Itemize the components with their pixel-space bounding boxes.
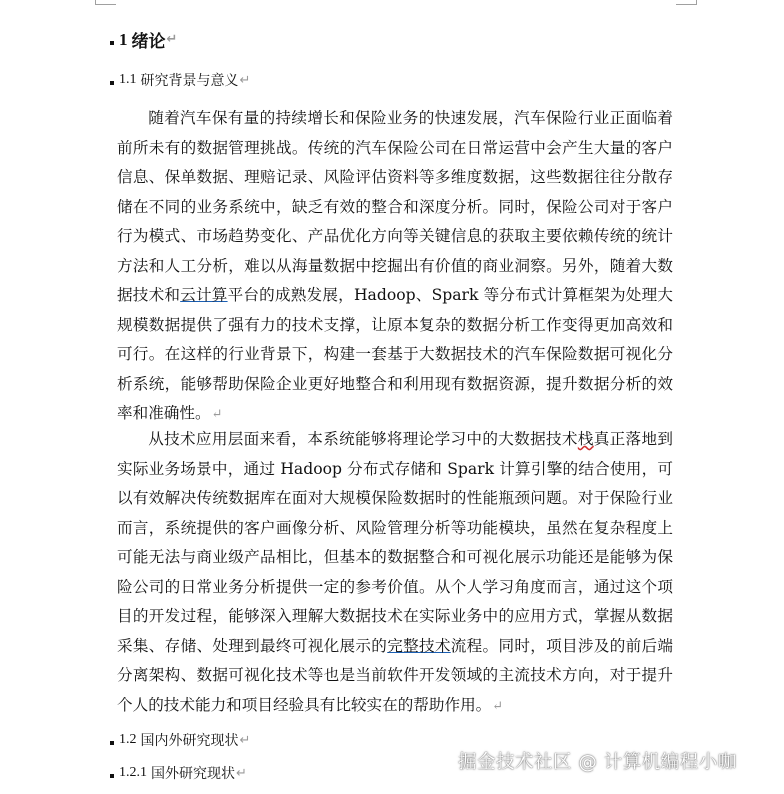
body-paragraph-background[interactable] [117, 104, 673, 430]
paragraph-mark-icon: ↵ [492, 698, 504, 714]
paragraph-mark-icon: ↵ [239, 72, 251, 88]
heading-number: 1.2.1 [119, 765, 147, 780]
heading-bullet-icon [110, 774, 114, 778]
heading-1-2-1-foreign-status[interactable] [110, 763, 247, 783]
paragraph-mark-icon: ↵ [211, 407, 223, 422]
heading-title: 研究背景与意义 [140, 73, 239, 89]
paragraph-mark-icon: ↵ [166, 32, 178, 47]
heading-number: 1.1 [119, 72, 137, 87]
heading-1-1-background[interactable] [110, 70, 250, 90]
heading-bullet-icon [110, 741, 114, 745]
paragraph-text: 平台的成熟发展，Hadoop、Spark 等分布式计算框架为处理大规模数据提供了强有力的技术支撑，让原本复杂的数据分析工作变得更加高效和可行。在这样的行业背景下，构建一套基于大数据技术的汽车保险数据可视化分析系统，能够帮助保险企业更好地整合和利用现有数据资源，提升数据分析的效率和准确性。 [117, 286, 673, 422]
underlined-term-cloud-computing: 云计算 [180, 286, 228, 304]
spellcheck-flagged-word: 栈 [577, 430, 594, 448]
paragraph-text: 随着汽车保有量的持续增长和保险业务的快速发展，汽车保险行业正面临着前所未有的数据管理挑战。传统的汽车保险公司在日常运营中会产生大量的客户信息、保单数据、理赔记录、风险评估资料等多维度数据，这些数据往往分散存储在不同的业务系统中，缺乏有效的整合和深度分析。同时，保险公司对于客户行为模式、市场趋势变化、产品优化方向等关键信息的获取主要依赖传统的统计方法和人工分析，难以从海量数据中挖掘出有价值的商业洞察。另外，随着大数据技术和 [117, 109, 673, 304]
body-paragraph-significance[interactable] [117, 425, 673, 721]
heading-title: 绪论 [131, 32, 166, 52]
paragraph-text: 真正落地到实际业务场景中，通过 Hadoop 分布式存储和 Spark 计算引擎的结合使用，可以有效解决传统数据库在面对大规模保险数据时的性能瓶颈问题。对于保险行业而言，系统提供的客户画像分析、风险管理分析等功能模块，虽然在复杂程度上可能无法与商业级产品相比，但基本的数据整合和可视化展示功能还是能够为保险公司的日常业务分析提供一定的参考价值。从个人学习角度而言，通过这个项目的开发过程，能够深入理解大数据技术在实际业务中的应用方式，掌握从数据采集、存储、处理到最终可视化展示的 [117, 430, 673, 655]
heading-bullet-icon [110, 41, 114, 45]
heading-title: 国内外研究现状 [140, 733, 239, 749]
paragraph-mark-icon: ↵ [239, 732, 251, 748]
paragraph-text: 从技术应用层面来看，本系统能够将理论学习中的大数据技术 [148, 430, 578, 448]
paragraph-mark-icon: ↵ [236, 765, 247, 781]
heading-title: 国外研究现状 [151, 766, 235, 782]
heading-bullet-icon [110, 81, 114, 85]
underlined-term-complete-tech: 完整技术 [387, 636, 451, 655]
heading-1-2-research-status[interactable] [110, 730, 250, 750]
heading-number: 1 [119, 29, 128, 49]
paragraph-text: 流程。同时，项目涉及的前后端分离架构、数据可视化技术等也是当前软件开发领域的主流技术方向，对于提升个人的技术能力和项目经验具有比较实在的帮助作用。 [117, 636, 673, 714]
page-corner-mark-right [676, 0, 697, 5]
heading-1-intro[interactable] [110, 27, 177, 52]
page-corner-mark-left [95, 0, 116, 5]
watermark-text: 掘金技术社区 @ 计算机编程小咖 [458, 752, 737, 773]
heading-number: 1.2 [119, 732, 137, 747]
